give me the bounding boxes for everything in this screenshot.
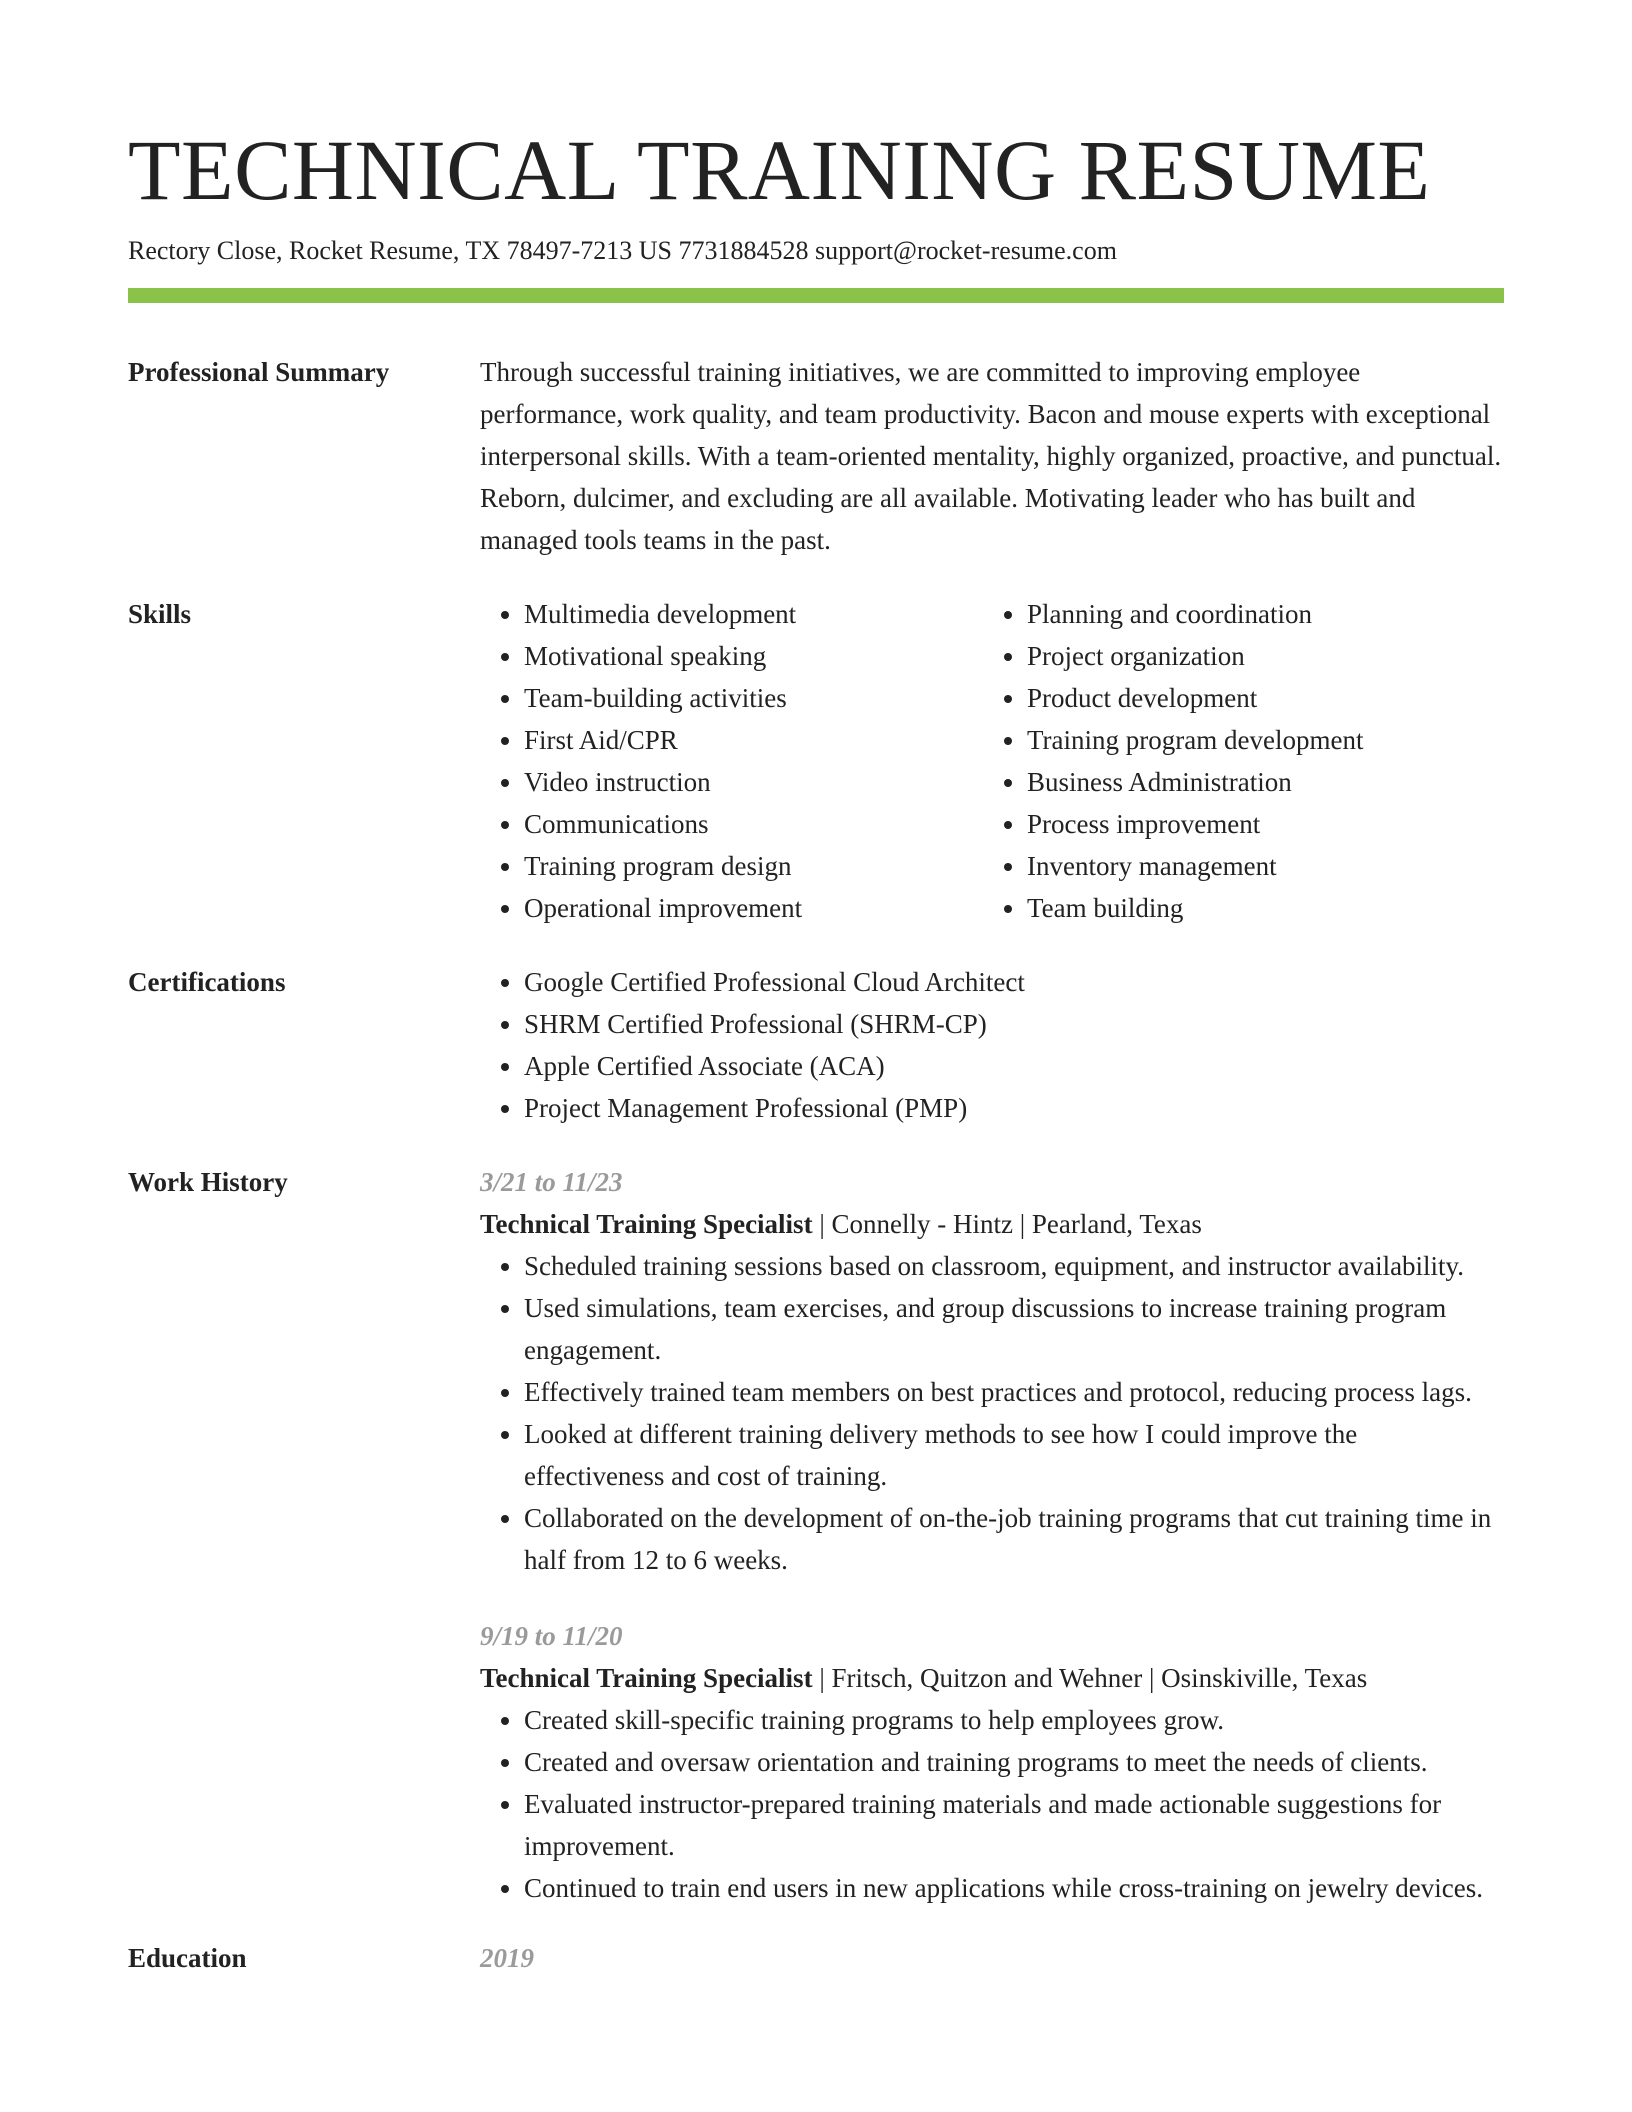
skill-item: • Business Administration <box>1027 761 1504 803</box>
certification-item: • Project Management Professional (PMP) <box>524 1087 1504 1129</box>
skills-columns <box>480 593 1504 929</box>
summary-body <box>480 351 1504 561</box>
skill-item: • Video instruction <box>524 761 983 803</box>
skills-list-left <box>480 593 983 929</box>
section-education <box>128 1937 1504 1979</box>
skill-item: • Training program design <box>524 845 983 887</box>
section-title-work-history: Work History <box>128 1167 288 1197</box>
job-title: Technical Training Specialist <box>480 1209 813 1239</box>
skill-item: • Multimedia development <box>524 593 983 635</box>
job-entry <box>480 1161 1504 1581</box>
education-dates: 2019 <box>480 1943 534 1973</box>
job-bullet: • Effectively trained team members on best practices and protocol, reducing process lags. <box>524 1371 1504 1413</box>
skill-item: • Training program development <box>1027 719 1504 761</box>
job-bullet: • Used simulations, team exercises, and group discussions to increase training program engagement. <box>524 1287 1504 1371</box>
summary-text: Through successful training initiatives, we are committed to improving employee performance, work quality, and team productivity. Bacon and mouse experts with exceptional interpersonal skills. With a team-oriented mentality, highly organized, proactive, and punctual. Reborn, dulcimer, and excluding are all available. Motivating leader who has built and managed tools teams in the past. <box>480 357 1502 555</box>
job-details: | Connelly - Hintz | Pearland, Texas <box>812 1209 1202 1239</box>
job-heading <box>480 1657 1504 1699</box>
job-bullet: • Continued to train end users in new applications while cross-training on jewelry devices. <box>524 1867 1504 1909</box>
section-skills <box>128 593 1504 929</box>
section-title-summary: Professional Summary <box>128 357 390 387</box>
section-title-education: Education <box>128 1943 247 1973</box>
job-bullet: • Created skill-specific training programs to help employees grow. <box>524 1699 1504 1741</box>
job-heading <box>480 1203 1504 1245</box>
certification-item: • SHRM Certified Professional (SHRM-CP) <box>524 1003 1504 1045</box>
resume-title: TECHNICAL TRAINING RESUME <box>128 122 1431 218</box>
job-title: Technical Training Specialist <box>480 1663 813 1693</box>
certifications-list <box>480 961 1504 1129</box>
job-bullet-list <box>480 1245 1504 1581</box>
skill-item: • Team-building activities <box>524 677 983 719</box>
job-bullet: • Created and oversaw orientation and training programs to meet the needs of clients. <box>524 1741 1504 1783</box>
education-body <box>480 1937 1504 1979</box>
skill-item: • Product development <box>1027 677 1504 719</box>
skill-item: • Inventory management <box>1027 845 1504 887</box>
accent-divider <box>128 288 1504 303</box>
skill-item: • Process improvement <box>1027 803 1504 845</box>
job-dates: 3/21 to 11/23 <box>480 1167 623 1197</box>
skill-item: • Operational improvement <box>524 887 983 929</box>
job-entry <box>480 1615 1504 1909</box>
skill-item: • Team building <box>1027 887 1504 929</box>
section-certifications <box>128 961 1504 1129</box>
job-bullet: • Scheduled training sessions based on classroom, equipment, and instructor availability. <box>524 1245 1504 1287</box>
job-bullet: • Evaluated instructor-prepared training materials and made actionable suggestions for improvement. <box>524 1783 1504 1867</box>
job-details: | Fritsch, Quitzon and Wehner | Osinskiville, Texas <box>812 1663 1368 1693</box>
skills-list-right <box>983 593 1504 929</box>
certification-item: • Apple Certified Associate (ACA) <box>524 1045 1504 1087</box>
section-work-history <box>128 1161 1504 1909</box>
section-title-skills: Skills <box>128 599 192 629</box>
skill-item: • Planning and coordination <box>1027 593 1504 635</box>
work-history-body <box>480 1161 1504 1909</box>
resume-header <box>128 0 1504 303</box>
skill-item: • First Aid/CPR <box>524 719 983 761</box>
section-title-certifications: Certifications <box>128 967 286 997</box>
skill-item: • Motivational speaking <box>524 635 983 677</box>
job-bullet-list <box>480 1699 1504 1909</box>
contact-line: Rectory Close, Rocket Resume, TX 78497-7213 US 7731884528 support@rocket-resume.com <box>128 236 1117 265</box>
skill-item: • Communications <box>524 803 983 845</box>
certifications-body <box>480 961 1504 1129</box>
skill-item: • Project organization <box>1027 635 1504 677</box>
job-bullet: • Looked at different training delivery methods to see how I could improve the effectiveness and cost of training. <box>524 1413 1504 1497</box>
job-bullet: • Collaborated on the development of on-the-job training programs that cut training time in half from 12 to 6 weeks. <box>524 1497 1504 1581</box>
certification-item: • Google Certified Professional Cloud Architect <box>524 961 1504 1003</box>
job-dates: 9/19 to 11/20 <box>480 1621 623 1651</box>
section-professional-summary <box>128 351 1504 561</box>
